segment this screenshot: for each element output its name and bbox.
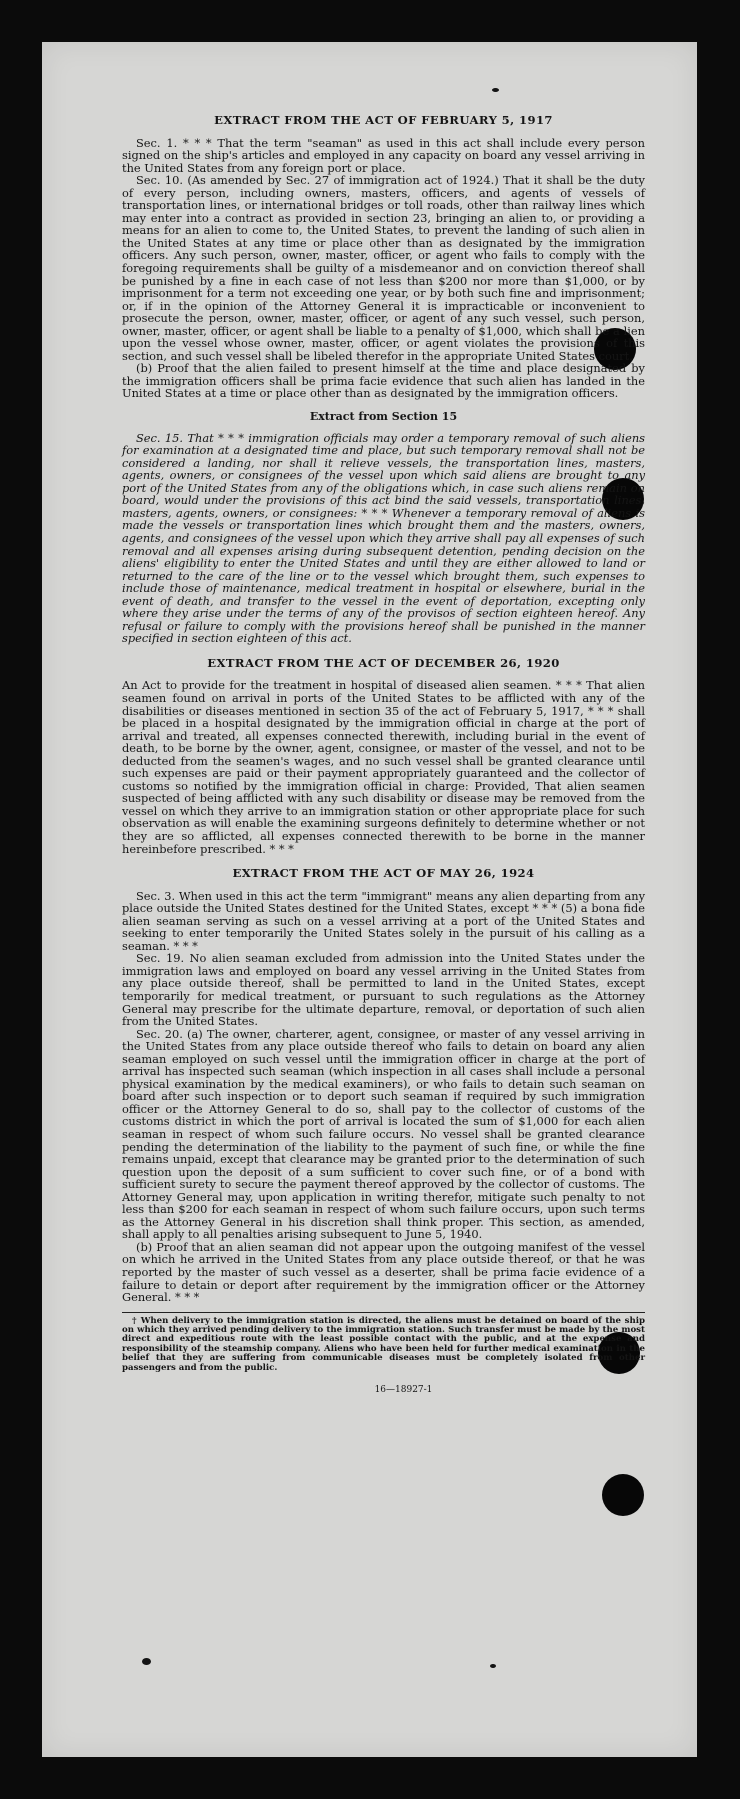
- paragraph-sec-15: Sec. 15. That * * * immigration officials may order a temporary removal of such aliens for examination at a designated time and place, but such temporary removal shall not be considered a landing, nor shall it relieve vessels, the transportation lines, masters, agents, owners, or consignees of the vessel upon which said aliens are brought to any port of the United States from any of the obligations which, in case such aliens remain on board, would under the provisions of this act bind the said vessels, transportation lines, masters, agents, owners, or consignees: * * * Whenever a temporary removal of aliens is made the vessels or transportation lines which brought them and the masters, owners, agents, and consignees of the vessel upon which they arrive shall pay all expenses of such removal and all expenses arising during subsequent detention, pending decision on the aliens' eligibility to enter the United States and until they are either allowed to land or returned to the care of the line or to the vessel which brought them, such expenses to include those of maintenance, medical treatment in hospital or elsewhere, burial in the event of death, and transfer to the vessel in the event of deportation, excepting only where they arise under the terms of any of the provisos of section eighteen hereof. Any refusal or failure to comply with the provisions hereof shall be punished in the manner specified in section eighteen of this act.: [122, 430, 645, 646]
- print-code: 16—18927-1: [374, 1385, 433, 1396]
- section-heading-1920: EXTRACT FROM THE ACT OF DECEMBER 26, 1920: [207, 655, 560, 670]
- paragraph-sec-3: Sec. 3. When used in this act the term "immigrant" means any alien departing from any place outside the United States destined for the United States, except * * * (5) a bona fide alien seaman serving as such on a vessel arriving at a port of the United States and seeking to enter temporarily the United States solely in the pursuit of his calling as a seaman. * * *: [122, 888, 645, 953]
- section-heading-1917: EXTRACT FROM THE ACT OF FEBRUARY 5, 1917: [214, 113, 553, 127]
- paragraph-sec-20-a: Sec. 20. (a) The owner, charterer, agent, consignee, or master of any vessel arriving in the United States from any place outside thereof who fails to detain on board any alien seaman employed on such vessel until the immigration officer in charge at the port of arrival has inspected such seaman (which inspection in all cases shall include a personal physical examination by the medical examiners), or who fails to detain such seaman on board after such inspection or to deport such seaman if required by such immigration officer or the Attorney General to do so, shall pay to the collector of customs of the customs district in which the port of arrival is located the sum of $1,000 for each alien seaman in respect of whom such failure occurs. No vessel shall be granted clearance pending the determination of the liability to the payment of such fine, or while the fine remains unpaid, except that clearance may be granted prior to the determination of such question upon the deposit of a sum sufficient to cover such fine, or of a bond with sufficient surety to secure the payment thereof approved by the collector of customs. The Attorney General may, upon application in writing therefor, mitigate such penalty to not less than $200 for each seaman in respect of whom such failure occurs, upon such terms as the Attorney General in his discretion shall think proper. This section, as amended, shall apply to all penalties arising subsequent to June 5, 1940.: [122, 1026, 645, 1242]
- subheading-section-15: Extract from Section 15: [309, 410, 458, 424]
- paragraph-act-1920: An Act to provide for the treatment in hospital of diseased alien seamen. * * * That alien seamen found on arrival in ports of the United States to be afflicted with any of the disabilities or diseases mentioned in section 35 of the act of February 5, 1917, * * * shall be placed in a hospital designated by the immigration official in charge at the port of arrival and treated, all expenses connected therewith, including burial in the event of death, to be borne by the owner, agent, consignee, or master of the vessel, and not to be deducted from the seamen's wages, and no such vessel shall be granted clearance until such expenses are paid or their payment appropriately guaranteed and the collector of customs so notified by the immigration official in charge: Provided, That alien seamen suspected of being afflicted with any such disability or disease may be removed from the vessel on which they arrive to an immigration station or other appropriate place for such observation as will enable the examining surgeons definitely to determine whether or not they are so afflicted, all expenses connected therewith to be borne in the manner hereinbefore prescribed. * * *: [122, 678, 645, 856]
- document-sheet: [42, 42, 697, 1757]
- punch-hole-bottom-2: [602, 1474, 644, 1516]
- section-heading-1924: EXTRACT FROM THE ACT OF MAY 26, 1924: [232, 866, 535, 881]
- speck-top: [492, 88, 499, 92]
- footnote-divider: [122, 1312, 645, 1313]
- paragraph-sec-1: Sec. 1. * * * That the term "seaman" as used in this act shall include every person signed on the ship's articles and employed in any capacity on board any vessel arriving in the United States from any foreign port or place.: [122, 135, 645, 175]
- paragraph-sec-20-b: (b) Proof that an alien seaman did not appear upon the outgoing manifest of the vessel on which he arrived in the United States from any place outside thereof, or that he was reported by the master of such vessel as a deserter, shall be prima facie evidence of a failure to detain or deport after requirement by the immigration officer or the Attorney General. * * *: [122, 1239, 645, 1305]
- paragraph-sec-10-b: (b) Proof that the alien failed to present himself at the time and place designated by the immigration officers shall be prima facie evidence that such alien has landed in the United States at a time or place other than as designated by the immigration officers.: [122, 361, 645, 401]
- paragraph-sec-19: Sec. 19. No alien seaman excluded from admission into the United States under the immigration laws and employed on board any vessel arriving in the United States from any place outside thereof, shall be permitted to land in the United States, except temporarily for medical treatment, or pursuant to such regulations as the Attorney General may prescribe for the ultimate departure, removal, or deportation of such alien from the United States.: [122, 951, 645, 1029]
- footnote: † When delivery to the immigration station is directed, the aliens must be detained on board of the ship on which they arrived pending delivery to the immigration station. Such transfer must be made by the most direct and expeditious route with the least possible contact with the public, and at the expense and responsibility of the steamship company. Aliens who have been held for further medical examination in the belief that they are suffering from communicable diseases must be completely isolated from other passengers and from the public.: [122, 1315, 645, 1373]
- document-body: [122, 114, 645, 1397]
- paragraph-sec-10: Sec. 10. (As amended by Sec. 27 of immigration act of 1924.) That it shall be the duty of every person, including owners, masters, officers, and agents of vessels of transportation lines, or international bridges or toll roads, other than railway lines which may enter into a contract as provided in section 23, bringing an alien to, or providing a means for an alien to come to, the United States, to prevent the landing of such alien in the United States at any time or place other than as designated by the immigration officers. Any such person, owner, master, officer, or agent who fails to comply with the foregoing requirements shall be guilty of a misdemeanor and on conviction thereof shall be punished by a fine in each case of not less than $200 nor more than $1,000, or by imprisonment for a term not exceeding one year, or by both such fine and imprisonment; or, if in the opinion of the Attorney General it is impracticable or inconvenient to prosecute the person, owner, master, officer, or agent of any such vessel, such person, owner, master, officer, or agent shall be liable to a penalty of $1,000, which shall be a lien upon the vessel whose owner, master, officer, or agent violates the provisions of this section, and such vessel shall be libeled therefor in the appropriate United States court.: [122, 173, 645, 363]
- speck-bottom-left: [142, 1658, 151, 1665]
- speck-bottom-mid: [490, 1664, 496, 1668]
